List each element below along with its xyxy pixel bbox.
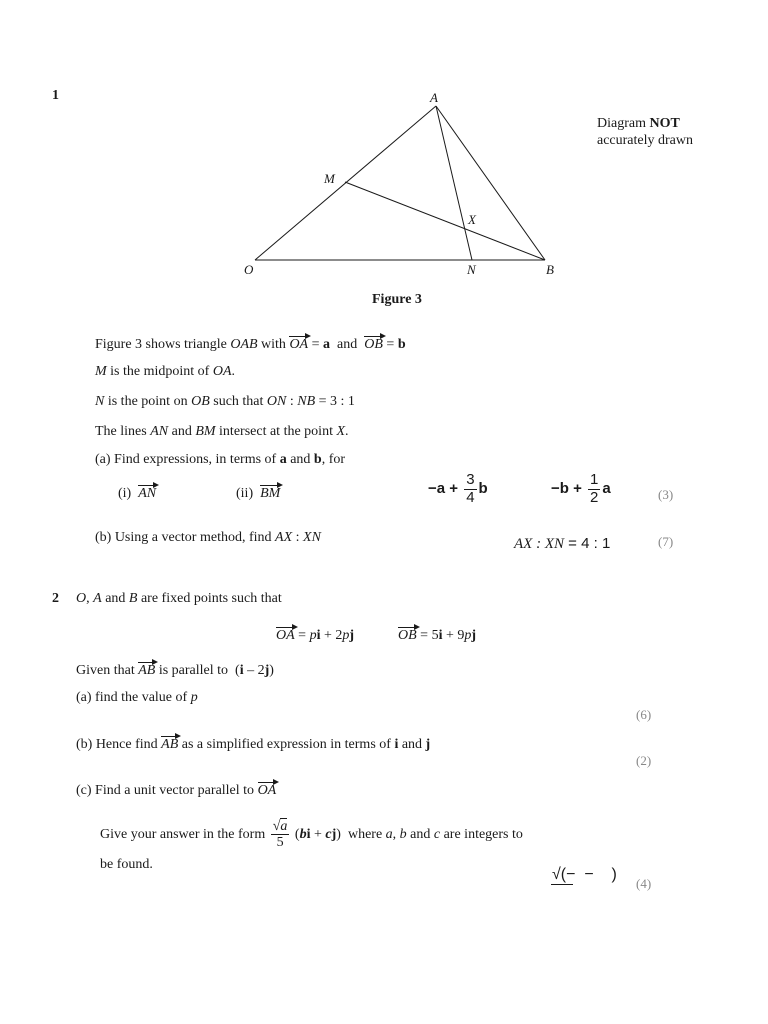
- text: and: [101, 591, 129, 606]
- text: ,: [392, 826, 400, 842]
- triangle-figure: [230, 85, 570, 285]
- vector-i: i: [438, 628, 443, 643]
- text: ,: [86, 591, 94, 606]
- q2-form-line2: be found.: [100, 857, 153, 872]
- sqrt-sign: √: [272, 819, 281, 834]
- text: ): [269, 663, 274, 678]
- text: is the midpoint of: [106, 364, 213, 379]
- point-B: B: [128, 591, 138, 606]
- vector-OB: OB: [398, 628, 417, 643]
- text: a: [602, 479, 611, 497]
- text: (: [291, 826, 300, 842]
- text: and: [398, 737, 426, 752]
- vector-j: j: [425, 737, 431, 752]
- text: (c) Find a unit vector parallel to: [76, 783, 258, 798]
- var-p: p: [342, 628, 350, 643]
- text: :: [292, 530, 304, 545]
- diagram-note-line2: accurately drawn: [597, 133, 693, 148]
- vector-AB: AB: [138, 663, 156, 678]
- text: AX : XN: [514, 536, 564, 552]
- answer-a-ii: [551, 472, 611, 506]
- text: and: [330, 337, 365, 352]
- text: such that: [209, 394, 267, 409]
- q1-sub-ii: [236, 484, 280, 502]
- text: = 3 : 1: [315, 394, 355, 409]
- text: intersect at the point: [215, 424, 337, 439]
- vector-i: i: [306, 826, 311, 842]
- q2-part-c: [76, 781, 276, 799]
- mark-q2c: (4): [636, 876, 652, 891]
- q2-eq-OA: [276, 626, 354, 644]
- point-X: X: [336, 424, 346, 439]
- text: Figure 3 shows triangle: [95, 337, 231, 352]
- text: .: [231, 364, 236, 379]
- q1-line4: [95, 424, 349, 440]
- var-p: p: [464, 628, 472, 643]
- answer-b: [514, 535, 610, 553]
- label-A: A: [430, 90, 438, 105]
- var-a: a: [385, 826, 393, 842]
- sqrt-sign: √: [552, 866, 561, 883]
- text: + 9: [442, 628, 465, 643]
- q1-sub-i: [118, 484, 156, 502]
- figure-caption: Figure 3: [372, 292, 422, 307]
- denominator: 2: [590, 488, 599, 506]
- diagram-note-prefix: Diagram: [597, 116, 650, 131]
- label-B: B: [546, 262, 554, 277]
- var-p: p: [190, 690, 198, 705]
- text: +: [310, 826, 326, 842]
- text: is parallel to (: [155, 663, 240, 678]
- label-N: N: [467, 262, 476, 277]
- vector-j: j: [471, 628, 477, 643]
- label: (ii): [236, 486, 261, 501]
- var-c: c: [325, 826, 332, 842]
- text: (a) find the value of: [76, 690, 191, 705]
- text: (b) Hence find: [76, 737, 162, 752]
- point-N: N: [95, 394, 105, 409]
- text: The lines: [95, 424, 151, 439]
- side-AB: [436, 106, 545, 260]
- vector-i: i: [316, 628, 321, 643]
- text: as a simplified expression in terms of: [178, 737, 395, 752]
- q1-part-b: [95, 530, 321, 546]
- text: where: [340, 826, 386, 842]
- ratio-NB: NB: [297, 394, 316, 409]
- text: =: [294, 628, 310, 643]
- ratio-XN: XN: [303, 530, 321, 545]
- mark-q1b: (7): [658, 534, 674, 549]
- point-M: M: [95, 364, 107, 379]
- vector-a: a: [279, 452, 287, 467]
- denominator: 4: [466, 488, 475, 506]
- text: Give your answer in the form: [100, 826, 269, 842]
- q2-given: [76, 661, 274, 679]
- line-AN: [436, 106, 472, 260]
- vector-AB: AB: [161, 737, 179, 752]
- text: b: [478, 479, 488, 497]
- label: (i): [118, 486, 139, 501]
- text: −b +: [551, 479, 587, 497]
- text: =: [308, 337, 324, 352]
- label-M: M: [324, 171, 335, 186]
- triangle-name: OAB: [230, 337, 258, 352]
- var-c: c: [433, 826, 441, 842]
- vector-OA: OA: [289, 337, 309, 352]
- side-OA: [255, 106, 436, 260]
- line-MB: [345, 182, 545, 260]
- segment-OB: OB: [191, 394, 210, 409]
- label-O: O: [244, 262, 254, 277]
- text: (a) Find expressions, in terms of: [95, 452, 280, 467]
- vector-OB: OB: [364, 337, 383, 352]
- point-O: O: [76, 591, 87, 606]
- denominator: 5: [276, 835, 284, 851]
- text: , for: [321, 452, 346, 467]
- text: :: [286, 394, 298, 409]
- q2-part-a: [76, 690, 198, 706]
- point-A: A: [93, 591, 102, 606]
- vector-b: b: [397, 337, 406, 352]
- line-AN-text: AN: [150, 424, 169, 439]
- mark-q1a: (3): [658, 487, 674, 502]
- vector-j: j: [349, 628, 355, 643]
- text: = 5: [416, 628, 439, 643]
- q1-line2: [95, 364, 235, 380]
- q1-line1: [95, 335, 406, 353]
- vector-AN: AN: [138, 486, 157, 501]
- text: (− − ): [560, 866, 617, 883]
- vector-j: j: [264, 663, 270, 678]
- numerator: 3: [466, 471, 475, 488]
- vector-a: a: [323, 337, 331, 352]
- vector-OA: OA: [276, 628, 295, 643]
- q1-part-a: [95, 452, 345, 468]
- vector-i: i: [239, 663, 244, 678]
- answer-a-i: [428, 472, 488, 506]
- question-number-1: 1: [52, 88, 59, 103]
- var-b: b: [399, 826, 407, 842]
- ratio-AX: AX: [275, 530, 293, 545]
- text: – 2: [243, 663, 265, 678]
- text: .: [345, 424, 349, 439]
- text: (b) Using a vector method, find: [95, 530, 276, 545]
- text: are fixed points such that: [137, 591, 282, 606]
- numerator: 1: [590, 471, 599, 488]
- q1-line3: [95, 394, 355, 410]
- vector-i: i: [394, 737, 399, 752]
- question-number-2: 2: [52, 591, 59, 606]
- answer-c: [552, 866, 617, 884]
- vector-BM: BM: [260, 486, 281, 501]
- diagram-note: [597, 116, 680, 132]
- vector-OA: OA: [257, 783, 277, 798]
- mark-q2a: (6): [636, 707, 652, 722]
- text: and: [406, 826, 434, 842]
- q2-form: [100, 819, 523, 851]
- text: + 2: [320, 628, 343, 643]
- text: and: [286, 452, 314, 467]
- q2-part-b: [76, 735, 430, 753]
- segment-OA: OA: [212, 364, 232, 379]
- var-p: p: [309, 628, 317, 643]
- sqrt-a-over-5: [271, 819, 290, 851]
- text: ): [336, 826, 341, 842]
- ratio-ON: ON: [266, 394, 287, 409]
- var-b: b: [299, 826, 307, 842]
- q2-intro: [76, 591, 282, 607]
- sqrt-arg: a: [280, 819, 288, 834]
- text: with: [257, 337, 290, 352]
- label-X: X: [468, 212, 476, 227]
- diagram-note-bold: NOT: [649, 116, 680, 131]
- q2-eq-OB: [398, 626, 476, 644]
- text: =: [382, 337, 398, 352]
- text: and: [168, 424, 196, 439]
- mark-q2b: (2): [636, 753, 652, 768]
- text: is the point on: [104, 394, 192, 409]
- text: Given that: [76, 663, 139, 678]
- text: are integers to: [440, 826, 523, 842]
- line-BM-text: BM: [195, 424, 216, 439]
- vector-j: j: [331, 826, 337, 842]
- vector-b: b: [313, 452, 322, 467]
- answer-c-fraction-bar: [551, 884, 573, 885]
- text: = 4 : 1: [564, 535, 611, 552]
- text: −a +: [428, 479, 463, 497]
